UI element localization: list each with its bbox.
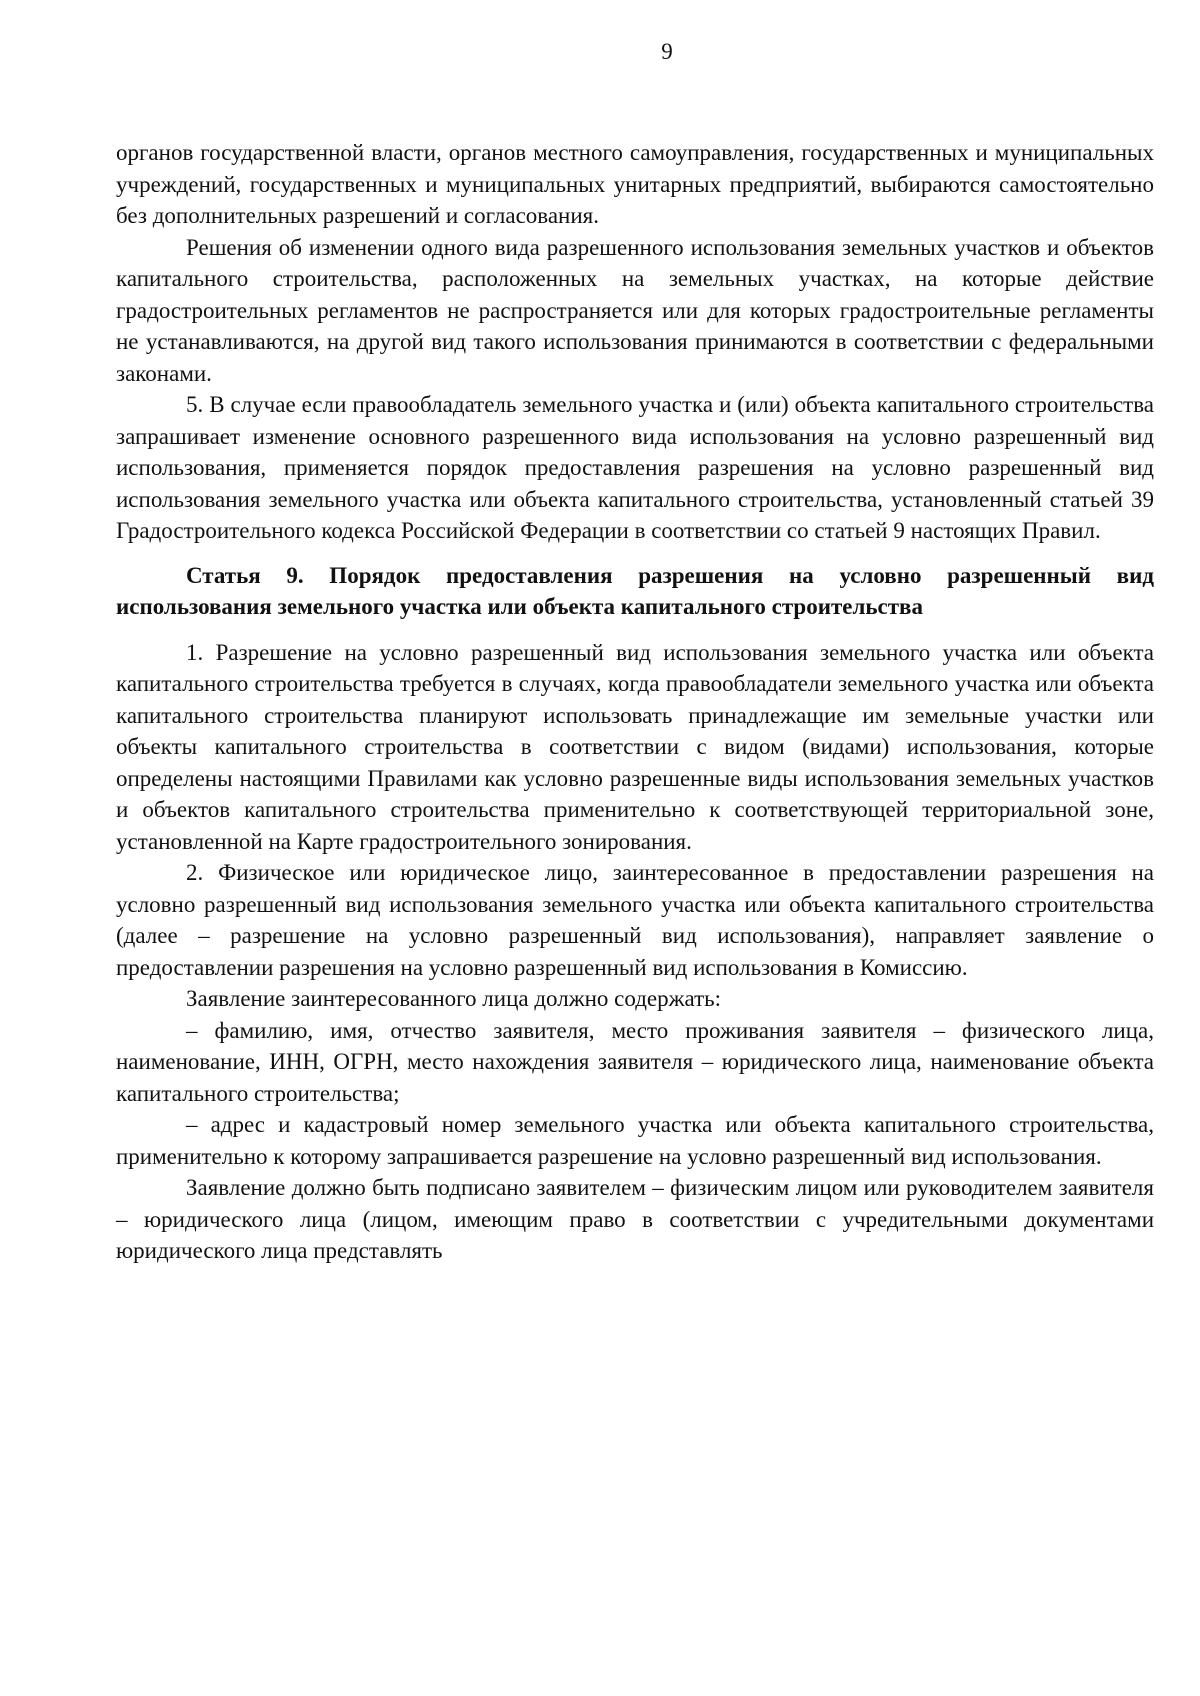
paragraph: Решения об изменении одного вида разрешенного использования земельных участков и объектов капитального строительства, расположенных на земельных участках, на которые действие градостроительных регламентов не распространяется или для которых градостроительные регламенты не устанавливаются, на другой вид такого использования принимаются в соответствии с федеральными законами. <box>116 234 1154 386</box>
paragraph: 5. В случае если правообладатель земельного участка и (или) объекта капитального строительства запрашивает изменение основного разрешенного вида использования на условно разрешенный вид использования, применяется порядок предоставления разрешения на условно разрешенный вид использования земельного участка или объекта капитального строительства, установленный статьей 39 Градостроительного кодекса Российской Федерации в соответствии со статьей 9 настоящих Правил. <box>116 392 1154 543</box>
paragraph: органов государственной власти, органов местного самоуправления, государственных и муниципальных учреждений, государственных и муниципальных унитарных предприятий, выбираются самостоятельно без дополнительных разрешений и согласования. <box>116 140 1154 228</box>
article-heading: Статья 9. Порядок предоставления разрешения на условно разрешенный вид использования земельного участка или объекта капитального строительства <box>116 562 1154 619</box>
paragraph: Заявление заинтересованного лица должно содержать: <box>186 986 722 1011</box>
paragraph: 2. Физическое или юридическое лицо, заинтересованное в предоставлении разрешения на условно разрешенный вид использования земельного участка или объекта капитального строительства (далее – разрешение на условно разрешенный вид использования), направляет заявление о предоставлении разрешения на условно разрешенный вид использования в Комиссию. <box>116 860 1154 980</box>
list-item: – фамилию, имя, отчество заявителя, место проживания заявителя – физического лица, наименование, ИНН, ОГРН, место нахождения заявителя – юридического лица, наименование объекта капитального строительства; <box>116 1017 1154 1106</box>
paragraph: Заявление должно быть подписано заявителем – физическим лицом или руководителем заявителя – юридического лица (лицом, имеющим право в соответствии с учредительными документами юридического лица представлять <box>116 1175 1154 1263</box>
page-number: 9 <box>661 39 673 64</box>
paragraph: 1. Разрешение на условно разрешенный вид использования земельного участка или объекта капитального строительства требуется в случаях, когда правообладатели земельного участка или объекта капитального строительства планируют использовать принадлежащие им земельные участки или объекты капитального строительства в соответствии с видом (видами) использования, которые определены настоящими Правилами как условно разрешенные виды использования земельных участков и объектов капитального строительства применительно к соответствующей территориальной зоне, установленной на Карте градостроительного зонирования. <box>116 639 1154 854</box>
list-item: – адрес и кадастровый номер земельного участка или объекта капитального строительства, применительно к которому запрашивается разрешение на условно разрешенный вид использования. <box>116 1112 1154 1169</box>
